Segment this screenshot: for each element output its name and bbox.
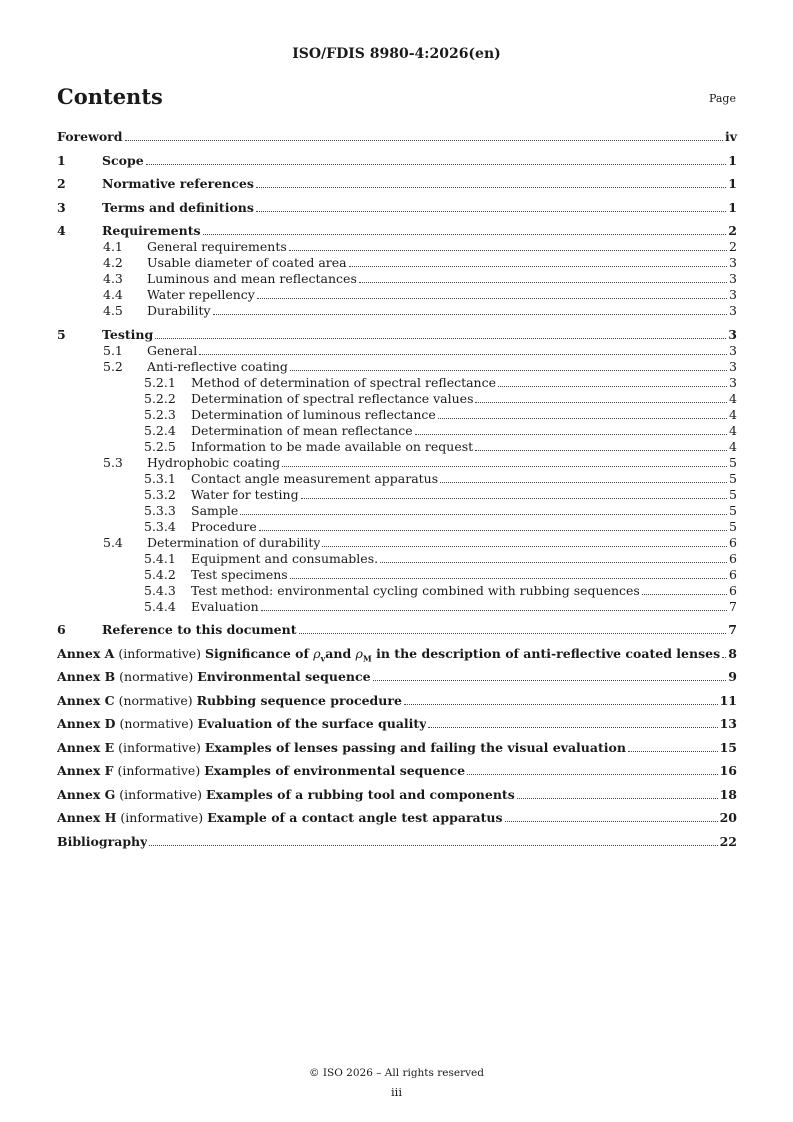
- toc-entry-page: 9: [728, 669, 737, 684]
- dot-leader: [299, 633, 727, 634]
- toc-entry-title: Determination of luminous reflectance: [191, 406, 436, 422]
- toc-entry-number: 4.2: [103, 255, 123, 270]
- annex-title-part: ρ: [313, 645, 321, 661]
- toc-entry-title: Determination of mean reflectance: [191, 422, 413, 438]
- toc-entry-title: Terms and definitions: [102, 199, 254, 215]
- annex-title: Examples of lenses passing and failing the visual evaluation: [204, 739, 626, 755]
- toc-entry-number: 5.2.4: [144, 422, 176, 438]
- toc-entry-page: 22: [719, 833, 737, 849]
- dot-leader: [438, 418, 727, 419]
- toc-entry-page: 5: [729, 486, 737, 502]
- toc-entry-page: 16: [719, 763, 737, 778]
- dot-leader: [155, 338, 726, 339]
- dot-leader: [322, 546, 727, 547]
- annex-label: Annex C: [57, 692, 115, 708]
- annex-label: Annex F: [57, 763, 114, 778]
- toc-entry[interactable]: [57, 810, 737, 826]
- toc-entry-number: 5.2: [103, 358, 123, 374]
- toc-entry-page: 18: [719, 786, 737, 802]
- toc-entry-number: 5.3.4: [144, 518, 176, 534]
- dot-leader: [404, 704, 718, 705]
- toc-entry[interactable]: [57, 599, 737, 615]
- toc-entry[interactable]: [57, 153, 737, 169]
- dot-leader: [261, 610, 727, 611]
- toc-entry-number: 5.3.3: [144, 502, 176, 518]
- annex-type: (normative): [115, 716, 198, 731]
- toc-entry-title: Determination of spectral reflectance values: [191, 390, 474, 406]
- toc-entry-page: 3: [729, 287, 737, 302]
- toc-entry[interactable]: [57, 519, 737, 535]
- toc-entry-page: 5: [729, 470, 737, 486]
- toc-entry-number: 5.3.1: [144, 470, 176, 486]
- table-of-contents: [57, 129, 737, 850]
- toc-entry[interactable]: [57, 176, 737, 192]
- dot-leader: [467, 774, 717, 775]
- toc-entry-number: 4.5: [103, 303, 123, 318]
- toc-entry-title: Foreword: [57, 129, 123, 144]
- dot-leader: [380, 562, 727, 563]
- toc-entry-title: Determination of durability: [147, 534, 321, 550]
- annex-label: Annex E: [57, 739, 115, 755]
- page-column-label: Page: [708, 92, 736, 105]
- toc-entry-number: 5.2.5: [144, 438, 176, 454]
- dot-leader: [257, 298, 727, 299]
- toc-entry-page: 4: [729, 406, 737, 422]
- toc-entry-title: [57, 646, 720, 667]
- toc-entry-page: 6: [729, 582, 737, 598]
- annex-type: (normative): [115, 669, 198, 684]
- toc-entry-title: Information to be made available on request: [191, 438, 474, 454]
- toc-entry-number: 1: [57, 152, 66, 168]
- dot-leader: [199, 354, 727, 355]
- toc-entry-page: 8: [728, 645, 737, 661]
- annex-type: (normative): [114, 692, 197, 708]
- toc-entry-title: Requirements: [102, 223, 201, 238]
- annex-label: Annex H: [57, 810, 117, 825]
- toc-entry-page: 5: [729, 454, 737, 470]
- toc-entry-page: 6: [729, 566, 737, 582]
- toc-entry-page: 6: [729, 534, 737, 550]
- toc-entry-title: Method of determination of spectral reflectance: [191, 374, 497, 390]
- toc-entry[interactable]: [57, 223, 737, 239]
- toc-entry-title: [57, 693, 402, 709]
- toc-entry[interactable]: [57, 239, 737, 255]
- toc-entry-title: Equipment and consumables.: [191, 550, 379, 566]
- toc-entry[interactable]: [57, 669, 737, 685]
- toc-entry-number: 5.4: [103, 534, 123, 550]
- dot-leader: [428, 727, 717, 728]
- toc-entry-page: 3: [728, 326, 737, 342]
- toc-entry[interactable]: [57, 407, 737, 423]
- toc-entry[interactable]: [57, 787, 737, 803]
- toc-entry-title: Evaluation: [191, 598, 259, 614]
- dot-leader: [628, 751, 718, 752]
- toc-entry-page: 1: [728, 152, 737, 168]
- dot-leader: [475, 450, 727, 451]
- toc-entry-page: 2: [728, 223, 737, 238]
- toc-entry-page: 1: [728, 176, 737, 191]
- annex-title-part: in the description of anti-reflective coated lenses: [371, 645, 721, 661]
- dot-leader: [290, 578, 727, 579]
- toc-entry-title: [57, 716, 426, 732]
- dot-leader: [259, 530, 727, 531]
- toc-entry-number: 5.2.1: [144, 374, 176, 390]
- annex-label: Annex G: [57, 786, 116, 802]
- toc-entry-page: 4: [729, 422, 737, 438]
- toc-entry-number: 3: [57, 199, 66, 215]
- toc-entry-number: 5: [57, 326, 66, 342]
- toc-entry-title: Scope: [102, 152, 144, 168]
- toc-entry-number: 5.3: [103, 454, 123, 470]
- toc-entry-number: 4.3: [103, 271, 123, 286]
- annex-title: Environmental sequence: [197, 669, 371, 684]
- toc-entry[interactable]: [57, 503, 737, 519]
- toc-entry[interactable]: [57, 255, 737, 271]
- dot-leader: [440, 482, 727, 483]
- dot-leader: [149, 845, 717, 846]
- toc-entry-number: 5.2.2: [144, 390, 176, 406]
- toc-entry-page: 5: [729, 518, 737, 534]
- toc-entry-number: 4: [57, 223, 66, 238]
- toc-entry-page: 2: [729, 239, 737, 254]
- toc-entry-title: Sample: [191, 502, 239, 518]
- annex-title-part: and: [325, 645, 356, 661]
- footer-page-number: iii: [390, 1085, 403, 1099]
- toc-entry-page: 13: [719, 716, 737, 731]
- toc-entry[interactable]: [57, 359, 737, 375]
- toc-entry-page: 15: [719, 739, 737, 755]
- toc-entry-title: Test method: environmental cycling combined with rubbing sequences: [191, 582, 640, 598]
- dot-leader: [517, 798, 718, 799]
- toc-entry-number: 2: [57, 176, 66, 191]
- dot-leader: [475, 402, 727, 403]
- dot-leader: [642, 594, 727, 595]
- annex-title: Examples of a rubbing tool and components: [205, 786, 515, 802]
- annex-title: Rubbing sequence procedure: [196, 692, 402, 708]
- toc-entry-page: 1: [728, 199, 737, 215]
- toc-entry-number: 5.3.2: [144, 486, 176, 502]
- toc-entry-number: 5.2.3: [144, 406, 176, 422]
- dot-leader: [125, 140, 723, 141]
- toc-entry[interactable]: [57, 646, 737, 662]
- toc-entry[interactable]: [57, 423, 737, 439]
- toc-entry-number: 5.4.4: [144, 598, 176, 614]
- toc-entry-page: 3: [729, 255, 737, 270]
- annex-title: Examples of environmental sequence: [204, 763, 466, 778]
- dot-leader: [349, 266, 727, 267]
- dot-leader: [290, 370, 727, 371]
- toc-entry[interactable]: [57, 834, 737, 850]
- toc-entry-number: 5.4.1: [144, 550, 176, 566]
- annex-title-part: ρ: [355, 645, 363, 661]
- toc-entry[interactable]: [57, 287, 737, 303]
- dot-leader: [301, 498, 727, 499]
- toc-entry-page: 7: [729, 598, 737, 614]
- toc-entry[interactable]: [57, 391, 737, 407]
- dot-leader: [373, 680, 727, 681]
- toc-entry[interactable]: [57, 271, 737, 287]
- dot-leader: [359, 282, 727, 283]
- annex-type: (informative): [114, 739, 205, 755]
- toc-entry[interactable]: [57, 740, 737, 756]
- toc-entry[interactable]: [57, 551, 737, 567]
- annex-title-part: Significance of: [205, 645, 314, 661]
- toc-entry-title: Hydrophobic coating: [147, 454, 281, 470]
- toc-entry-page: 20: [719, 810, 737, 825]
- toc-entry-page: 7: [728, 622, 737, 637]
- toc-entry-page: 5: [729, 502, 737, 518]
- toc-entry[interactable]: [57, 439, 737, 455]
- toc-entry[interactable]: [57, 622, 737, 638]
- toc-entry-number: 5.1: [103, 342, 123, 358]
- toc-entry-title: [57, 669, 371, 685]
- toc-entry-title: Luminous and mean reflectances: [147, 271, 357, 286]
- toc-entry-title: Test specimens: [191, 566, 288, 582]
- toc-entry-page: 3: [729, 342, 737, 358]
- toc-entry[interactable]: [57, 583, 737, 599]
- contents-title: Contents: [57, 84, 163, 109]
- toc-entry-number: 5.4.3: [144, 582, 176, 598]
- toc-entry-title: Reference to this document: [102, 622, 297, 637]
- toc-entry-title: Durability: [147, 303, 211, 318]
- toc-entry-page: 6: [729, 550, 737, 566]
- dot-leader: [289, 250, 727, 251]
- toc-entry-title: [57, 763, 465, 779]
- toc-entry-title: [57, 740, 626, 756]
- toc-entry[interactable]: [57, 567, 737, 583]
- toc-entry[interactable]: [57, 343, 737, 359]
- annex-title-part: v: [320, 653, 326, 663]
- toc-entry-title: Water repellency: [147, 287, 255, 302]
- toc-entry[interactable]: [57, 327, 737, 343]
- toc-entry-number: 4.4: [103, 287, 123, 302]
- toc-entry-number: 6: [57, 622, 66, 637]
- toc-entry-page: 4: [729, 390, 737, 406]
- annex-title: Example of a contact angle test apparatus: [207, 810, 503, 825]
- dot-leader: [498, 386, 727, 387]
- toc-entry-title: [57, 787, 515, 803]
- toc-entry-page: 11: [719, 692, 737, 708]
- toc-entry-title: Contact angle measurement apparatus: [191, 470, 439, 486]
- toc-entry-number: 4.1: [103, 239, 123, 254]
- toc-entry[interactable]: [57, 535, 737, 551]
- toc-entry[interactable]: [57, 763, 737, 779]
- toc-entry-title: Procedure: [191, 518, 257, 534]
- toc-entry-title: General: [147, 342, 198, 358]
- annex-label: Annex D: [57, 716, 116, 731]
- annex-title: Evaluation of the surface quality: [197, 716, 427, 731]
- dot-leader: [240, 514, 727, 515]
- dot-leader: [203, 234, 727, 235]
- footer-copyright: © ISO 2026 – All rights reserved: [309, 1067, 484, 1079]
- toc-entry-number: 5.4.2: [144, 566, 176, 582]
- toc-entry[interactable]: [57, 487, 737, 503]
- toc-entry-title: Bibliography: [57, 833, 148, 849]
- toc-entry-page: 3: [729, 374, 737, 390]
- toc-entry-page: 3: [729, 358, 737, 374]
- toc-entry[interactable]: [57, 129, 737, 145]
- annex-type: (informative): [114, 645, 206, 661]
- annex-type: (informative): [115, 786, 206, 802]
- dot-leader: [256, 211, 726, 212]
- annex-label: Annex A: [57, 645, 115, 661]
- toc-entry-title: General requirements: [147, 239, 287, 254]
- toc-entry-page: 3: [729, 303, 737, 318]
- dot-leader: [213, 314, 727, 315]
- annex-label: Annex B: [57, 669, 116, 684]
- toc-entry[interactable]: [57, 375, 737, 391]
- toc-entry[interactable]: [57, 693, 737, 709]
- toc-entry[interactable]: [57, 200, 737, 216]
- annex-type: (informative): [113, 763, 205, 778]
- toc-entry[interactable]: [57, 471, 737, 487]
- dot-leader: [722, 657, 726, 658]
- toc-entry-title: Water for testing: [191, 486, 299, 502]
- toc-entry-page: 3: [729, 271, 737, 286]
- toc-entry-title: Testing: [102, 326, 154, 342]
- toc-entry[interactable]: [57, 455, 737, 471]
- toc-entry-title: [57, 810, 503, 826]
- toc-entry[interactable]: [57, 303, 737, 319]
- annex-type: (informative): [116, 810, 208, 825]
- dot-leader: [256, 187, 726, 188]
- toc-entry[interactable]: [57, 716, 737, 732]
- annex-title-part: M: [362, 653, 372, 663]
- dot-leader: [282, 466, 727, 467]
- dot-leader: [415, 434, 727, 435]
- dot-leader: [146, 164, 727, 165]
- dot-leader: [505, 821, 718, 822]
- toc-entry-title: Normative references: [102, 176, 254, 191]
- toc-entry-title: Anti-reflective coating: [147, 358, 288, 374]
- toc-entry-title: Usable diameter of coated area: [147, 255, 347, 270]
- document-header: ISO/FDIS 8980-4:2026(en): [292, 46, 501, 62]
- toc-entry-page: iv: [724, 129, 737, 144]
- toc-entry-page: 4: [729, 438, 737, 454]
